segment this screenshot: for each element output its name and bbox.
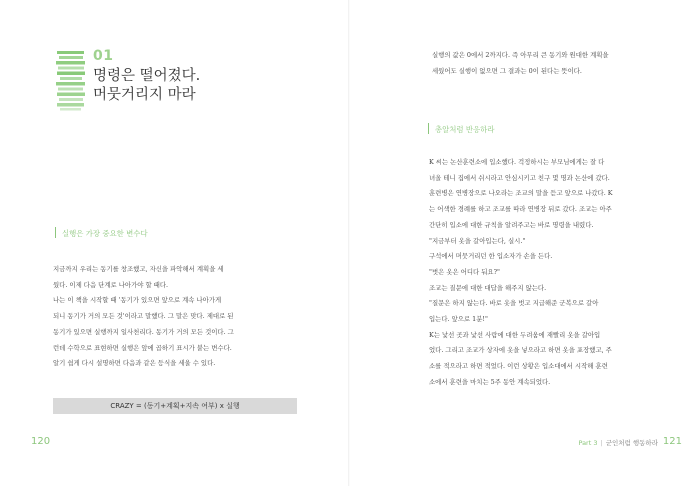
paragraph-line: 소에서 훈련을 마치는 5주 동안 계속되었다.	[429, 377, 551, 386]
paragraph-line: 는 어색한 경례를 하고 조교를 따라 연병장 뒤로 갔다. 조교는 아주	[429, 205, 612, 214]
paragraph-line: "지금부터 옷을 갈아입는다, 실시."	[429, 236, 526, 245]
footer-part: Part 3	[578, 439, 598, 447]
section-heading: 실행은 가장 중요한 변수다	[62, 229, 148, 238]
paragraph-line: 런데 수학으로 표현하면 실행은 앞에 곱하기 표시가 붙는 변수다.	[53, 343, 232, 352]
paragraph-line: 실행의 값은 0에서 2까지다. 즉 아무리 큰 동기와 원대한 계획을	[432, 51, 609, 59]
green-brush-mark-icon	[56, 50, 86, 112]
page-number-right: 121	[662, 436, 682, 447]
footer-title: 군인처럼 행동하라	[605, 439, 658, 447]
paragraph-line: 되니 동기가 거의 모든 것'이라고 말했다. 그 말은 맞다. 제대로 된	[53, 312, 234, 321]
paragraph-line: 훈련병은 연병장으로 나오라는 조교의 말을 듣고 앞으로 나갔다. K	[429, 189, 613, 198]
paragraph-line: K는 낯선 곳과 낯선 사람에 대한 두려움에 재빨리 옷을 갈아입	[429, 330, 601, 339]
paragraph-line: 알기 쉽게 다시 설명하면 다음과 같은 등식을 세울 수 있다.	[53, 359, 216, 368]
footer-divider: |	[600, 439, 603, 447]
chapter-title-line: 머뭇거리지 마라	[93, 87, 196, 103]
paragraph-line: K 씨는 논산훈련소에 입소했다. 걱정하시는 부모님에게는 잘 다	[429, 158, 605, 166]
chapter-number: 01	[93, 48, 114, 64]
chapter-title-line: 명령은 떨어졌다.	[93, 68, 201, 84]
paragraph-line: 입는다. 앞으로 1분!"	[429, 315, 488, 324]
paragraph-line: 소를 적으라고 하면 적었다. 이런 상황은 입소대에서 시작해 훈련	[429, 362, 608, 371]
paragraph-line: 었다. 그리고 조교가 상자에 옷을 넣으라고 하면 옷을 포장했고, 주	[429, 346, 612, 355]
formula: CRAZY = (동기+계획+지속 여부) x 실행	[110, 402, 240, 410]
paragraph-line: 간단히 입소에 대한 규칙을 알려주고는 바로 명령을 내렸다.	[429, 220, 594, 229]
paragraph-line: 세웠어도 실행이 없으면 그 결과는 0이 된다는 뜻이다.	[432, 66, 582, 75]
body-text	[53, 262, 234, 372]
paragraph-line: 조교는 질문에 대한 대답을 해주지 않는다.	[429, 283, 547, 292]
section-heading: 총알처럼 반응하라	[435, 125, 495, 134]
paragraph-line: "벗은 옷은 어디다 둬요?"	[429, 267, 500, 276]
paragraph-line: 동기가 있으면 실행까지 일사천리다. 동기가 거의 모든 것이다. 그	[53, 327, 234, 336]
running-footer	[578, 438, 658, 447]
chapter-title	[93, 67, 200, 105]
paragraph-line: 지금까지 우리는 동기를 창조했고, 자신을 파악해서 계획을 세	[53, 265, 224, 273]
formula-box	[53, 398, 297, 414]
intro-text	[432, 48, 609, 79]
paragraph-line: 구석에서 머뭇거리던 한 입소자가 손을 든다.	[429, 252, 553, 261]
paragraph-line: 녀올 테니 집에서 쉬시라고 안심시키고 친구 몇 명과 논산에 갔다.	[429, 173, 610, 182]
body-text	[429, 155, 613, 391]
paragraph-line: 나는 이 책을 시작할 때 '동기가 있으면 앞으로 계속 나아가게	[53, 296, 222, 305]
paragraph-line: 웠다. 이제 다음 단계로 나아가야 할 때다.	[53, 280, 169, 289]
right-page	[350, 0, 700, 486]
page-number-left: 120	[31, 436, 51, 447]
paragraph-line: "질문은 하지 않는다. 바로 옷을 벗고 지급해준 군복으로 갈아	[429, 299, 599, 308]
